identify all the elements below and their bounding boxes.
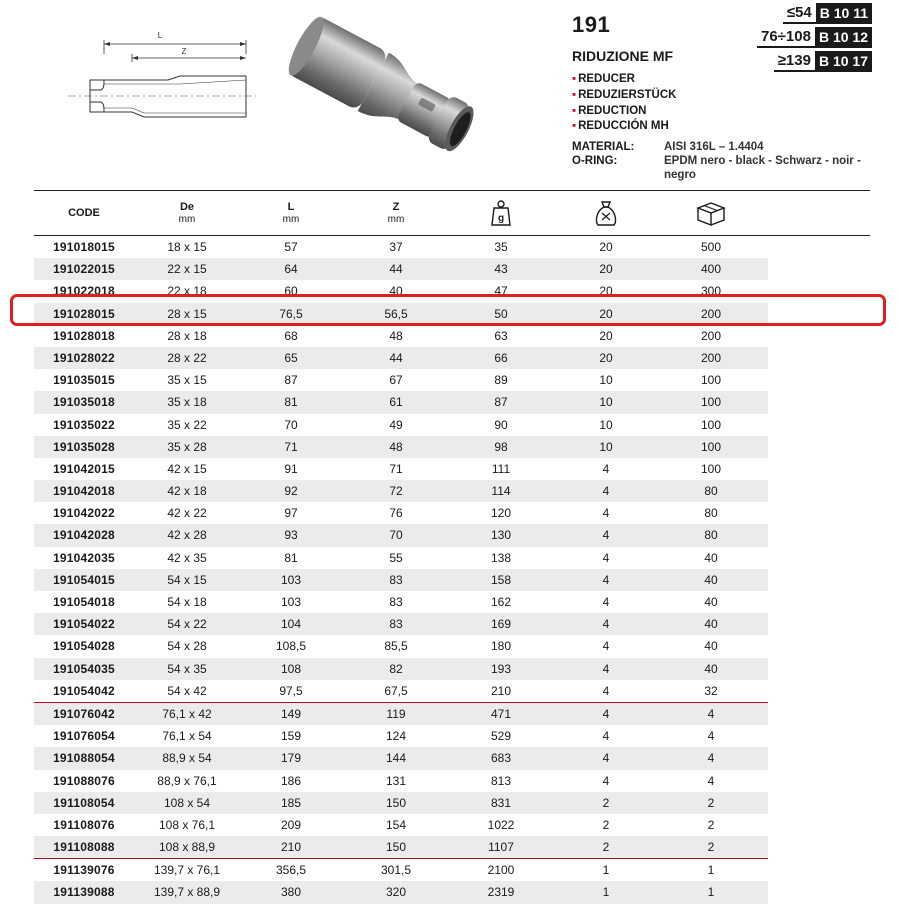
cell-z: 150 <box>385 795 407 810</box>
cell-bag: 1 <box>602 863 610 878</box>
cell-box: 100 <box>700 373 722 388</box>
table-row <box>34 591 768 613</box>
cell-bag: 4 <box>602 550 610 565</box>
cell-l: 103 <box>280 595 302 609</box>
cell-box: 400 <box>700 262 722 277</box>
cell-z: 55 <box>389 550 403 565</box>
product-subtitle: RIDUZIONE MF <box>572 48 674 64</box>
cell-box: 40 <box>704 550 718 565</box>
cell-code: 191035022 <box>53 417 115 432</box>
name-item: ▪ REDUCCIÓN MH <box>572 120 669 133</box>
cell-de: 54 x 22 <box>167 617 207 632</box>
col-header-box <box>696 191 726 235</box>
cell-weight: 169 <box>490 617 512 632</box>
cell-bag: 4 <box>602 484 610 499</box>
drawing-label-l: L <box>157 31 163 40</box>
table-row <box>34 569 768 591</box>
cell-z: 48 <box>389 328 403 343</box>
technical-drawing <box>60 14 260 134</box>
cell-code: 191035018 <box>53 395 115 410</box>
cell-code: 191042022 <box>53 506 115 521</box>
cell-weight: 1022 <box>487 817 515 832</box>
size-code-row <box>757 2 872 24</box>
cell-l: 93 <box>284 528 298 543</box>
cell-z: 124 <box>385 729 407 744</box>
cell-weight: 130 <box>490 528 512 543</box>
cell-l: 104 <box>280 617 302 632</box>
cell-z: 83 <box>389 595 403 609</box>
cell-l: 186 <box>280 773 302 788</box>
cell-code: 191076054 <box>53 729 115 744</box>
cell-box: 200 <box>700 306 722 321</box>
cell-code: 191088054 <box>53 751 115 766</box>
cell-weight: 47 <box>494 284 508 299</box>
cell-box: 40 <box>704 617 718 632</box>
cell-l: 210 <box>280 840 302 855</box>
cell-z: 70 <box>389 528 403 543</box>
cell-l: 97 <box>284 506 298 521</box>
cell-z: 119 <box>386 706 406 721</box>
table-row <box>34 836 768 859</box>
table-row <box>34 881 768 903</box>
cell-l: 60 <box>284 284 298 299</box>
table-header <box>34 190 870 236</box>
cell-box: 32 <box>704 683 718 698</box>
cell-de: 22 x 15 <box>167 262 207 277</box>
cell-de: 35 x 22 <box>167 417 207 432</box>
cell-l: 57 <box>284 240 298 254</box>
cell-code: 191042015 <box>53 461 115 476</box>
drawing-label-z: Z <box>181 47 187 56</box>
table-row <box>34 613 768 635</box>
cell-weight: 2319 <box>487 885 515 900</box>
cell-z: 61 <box>389 395 403 410</box>
cell-l: 185 <box>280 795 302 810</box>
table-row <box>34 502 768 524</box>
cell-l: 68 <box>284 328 298 343</box>
name-item: ▪ REDUCER <box>572 73 635 85</box>
cell-bag: 1 <box>602 885 610 900</box>
cell-z: 40 <box>389 284 403 299</box>
cell-code: 191035028 <box>53 439 115 454</box>
cell-de: 54 x 35 <box>167 661 207 676</box>
cell-bag: 4 <box>602 661 610 676</box>
cell-bag: 4 <box>602 595 610 609</box>
cell-code: 191028022 <box>53 350 115 365</box>
cell-l: 92 <box>284 484 298 499</box>
cell-l: 149 <box>280 706 302 721</box>
cell-de: 88,9 x 76,1 <box>157 773 217 788</box>
col-header-l: L mm <box>282 201 300 225</box>
cell-l: 159 <box>280 729 302 744</box>
table-row <box>34 347 768 369</box>
cell-z: 44 <box>389 350 403 365</box>
cell-code: 191035015 <box>53 373 115 388</box>
cell-code: 191022015 <box>53 262 115 277</box>
cell-bag: 4 <box>602 506 610 521</box>
cell-bag: 10 <box>599 439 613 454</box>
cell-bag: 4 <box>602 683 610 698</box>
cell-box: 100 <box>700 439 722 454</box>
cell-weight: 63 <box>494 328 508 343</box>
cell-weight: 683 <box>490 751 512 766</box>
cell-l: 91 <box>284 461 298 476</box>
product-photo <box>282 16 482 166</box>
cell-de: 139,7 x 88,9 <box>153 885 221 900</box>
cell-z: 85,5 <box>384 639 408 654</box>
cell-weight: 158 <box>490 572 512 587</box>
table-row <box>34 547 768 569</box>
cell-code: 191028018 <box>53 328 115 343</box>
col-header-de: De mm <box>178 201 196 225</box>
cell-de: 54 x 42 <box>167 683 207 698</box>
cell-de: 108 x 76,1 <box>158 817 216 832</box>
cell-weight: 193 <box>490 661 512 676</box>
table-row <box>34 680 768 703</box>
size-code-row <box>757 50 872 72</box>
cell-bag: 4 <box>602 773 610 788</box>
cell-bag: 10 <box>599 417 613 432</box>
cell-l: 76,5 <box>279 306 303 321</box>
cell-box: 4 <box>707 729 715 744</box>
cell-code: 191054042 <box>53 683 115 698</box>
cell-l: 97,5 <box>279 683 303 698</box>
cell-de: 42 x 35 <box>167 550 207 565</box>
cell-bag: 4 <box>602 461 610 476</box>
cell-l: 356,5 <box>275 863 307 878</box>
cell-de: 54 x 18 <box>167 595 207 609</box>
cell-bag: 20 <box>599 284 613 299</box>
size-range: ≤54 <box>783 3 816 24</box>
cell-box: 40 <box>704 595 718 609</box>
cell-code: 191054022 <box>53 617 115 632</box>
cell-box: 1 <box>707 885 715 900</box>
cell-box: 80 <box>704 506 718 521</box>
cell-box: 80 <box>704 528 718 543</box>
size-code: B 10 11 <box>816 3 872 24</box>
cell-z: 48 <box>389 439 403 454</box>
cell-bag: 4 <box>602 751 610 766</box>
cell-box: 200 <box>700 328 722 343</box>
table-row <box>34 458 768 480</box>
row-highlight-outline <box>10 294 886 326</box>
cell-box: 40 <box>704 572 718 587</box>
cell-box: 2 <box>707 840 715 855</box>
cell-box: 100 <box>700 395 722 410</box>
cell-code: 191076042 <box>53 706 115 721</box>
cell-box: 500 <box>700 240 722 254</box>
cell-l: 71 <box>284 439 298 454</box>
cell-weight: 89 <box>494 373 508 388</box>
cell-weight: 50 <box>494 306 508 321</box>
cell-l: 70 <box>284 417 298 432</box>
cell-box: 200 <box>700 350 722 365</box>
cell-z: 37 <box>389 240 403 254</box>
cell-box: 40 <box>704 639 718 654</box>
cell-l: 65 <box>284 350 298 365</box>
cell-bag: 4 <box>602 639 610 654</box>
cell-de: 108 x 88,9 <box>158 840 216 855</box>
cell-bag: 20 <box>599 262 613 277</box>
cell-weight: 43 <box>494 262 508 277</box>
size-code-row <box>757 26 872 48</box>
material-value: AISI 316L – 1.4404 <box>664 141 764 153</box>
cell-de: 35 x 18 <box>167 395 207 410</box>
cell-de: 108 x 54 <box>163 795 211 810</box>
product-code: 191 <box>572 12 611 37</box>
cell-de: 42 x 22 <box>167 506 207 521</box>
size-range: 76÷108 <box>757 27 815 48</box>
cell-box: 80 <box>704 484 718 499</box>
material-label: MATERIAL: <box>572 141 635 153</box>
cell-code: 191022018 <box>53 284 115 299</box>
cell-box: 4 <box>707 706 715 721</box>
cell-weight: 66 <box>494 350 508 365</box>
table-row <box>34 814 768 836</box>
col-header-z: Z mm <box>387 201 405 225</box>
cell-code: 191054018 <box>53 595 115 609</box>
cell-bag: 4 <box>602 617 610 632</box>
table-row <box>34 436 768 458</box>
cell-bag: 20 <box>599 328 613 343</box>
cell-z: 320 <box>385 885 407 900</box>
cell-weight: 180 <box>490 639 512 654</box>
table-row <box>34 414 768 436</box>
table-row <box>34 770 768 792</box>
table-row <box>34 524 768 546</box>
cell-box: 4 <box>707 773 715 788</box>
box-icon <box>696 200 726 226</box>
cell-z: 131 <box>385 773 407 788</box>
cell-weight: 138 <box>490 550 512 565</box>
cell-box: 100 <box>700 417 722 432</box>
cell-z: 154 <box>385 817 407 832</box>
cell-weight: 98 <box>494 439 508 454</box>
cell-de: 76,1 x 54 <box>162 729 212 744</box>
cell-z: 83 <box>389 572 403 587</box>
cell-de: 54 x 28 <box>167 639 207 654</box>
cell-box: 40 <box>704 661 718 676</box>
cell-bag: 20 <box>599 240 613 254</box>
cell-l: 81 <box>284 550 298 565</box>
cell-de: 22 x 18 <box>167 284 207 299</box>
cell-weight: 90 <box>494 417 508 432</box>
cell-weight: 35 <box>494 240 508 254</box>
oring-label: O-RING: <box>572 155 618 167</box>
table-row <box>34 747 768 769</box>
cell-weight: 111 <box>491 461 511 476</box>
product-names <box>572 72 676 135</box>
cell-de: 42 x 15 <box>167 461 207 476</box>
cell-bag: 4 <box>602 528 610 543</box>
cell-code: 191139088 <box>53 885 115 900</box>
cell-z: 67 <box>389 373 403 388</box>
cell-l: 380 <box>280 885 302 900</box>
cell-box: 300 <box>700 284 722 299</box>
table-row <box>34 258 768 280</box>
cell-de: 35 x 28 <box>167 439 207 454</box>
cell-de: 28 x 22 <box>167 350 207 365</box>
cell-de: 139,7 x 76,1 <box>153 863 221 878</box>
cell-l: 108,5 <box>275 639 307 654</box>
table-row <box>34 658 768 680</box>
cell-l: 87 <box>284 373 298 388</box>
cell-code: 191108088 <box>53 840 115 855</box>
cell-de: 18 x 15 <box>167 240 207 254</box>
cell-z: 44 <box>389 262 403 277</box>
cell-code: 191018015 <box>53 240 115 254</box>
cell-code: 191028015 <box>53 306 115 321</box>
cell-box: 2 <box>707 817 715 832</box>
cell-bag: 2 <box>602 840 610 855</box>
cell-weight: 1107 <box>488 840 514 855</box>
cell-z: 56,5 <box>384 306 408 321</box>
table-row <box>34 325 768 347</box>
cell-de: 35 x 15 <box>167 373 207 388</box>
cell-box: 2 <box>707 795 715 810</box>
cell-z: 76 <box>389 506 403 521</box>
cell-bag: 20 <box>599 306 613 321</box>
cell-box: 1 <box>707 863 715 878</box>
cell-z: 83 <box>389 617 403 632</box>
cell-weight: 87 <box>494 395 508 410</box>
cell-de: 54 x 15 <box>167 572 207 587</box>
col-header-weight <box>491 191 511 235</box>
cell-bag: 10 <box>599 373 613 388</box>
cell-weight: 2100 <box>487 863 515 878</box>
cell-weight: 813 <box>490 773 512 788</box>
name-item: ▪ REDUZIERSTÜCK <box>572 88 677 101</box>
size-range: ≥139 <box>774 51 815 72</box>
cell-code: 191042028 <box>53 528 115 543</box>
cell-weight: 210 <box>490 683 512 698</box>
table-row <box>34 369 768 391</box>
table-row <box>34 859 768 881</box>
cell-l: 108 <box>280 661 302 676</box>
cell-code: 191042018 <box>53 484 115 499</box>
cell-box: 4 <box>707 751 715 766</box>
cell-code: 191088076 <box>53 773 115 788</box>
weight-icon <box>491 200 511 226</box>
cell-de: 28 x 15 <box>167 306 207 321</box>
cell-weight: 114 <box>491 484 511 499</box>
table-row <box>34 792 768 814</box>
name-item: ▪ REDUCTION <box>572 104 647 117</box>
table-row <box>34 236 768 258</box>
cell-l: 64 <box>284 262 298 277</box>
cell-z: 150 <box>385 840 407 855</box>
cell-z: 301,5 <box>380 863 412 878</box>
cell-z: 72 <box>389 484 403 499</box>
cell-de: 42 x 18 <box>167 484 207 499</box>
cell-z: 144 <box>385 751 407 766</box>
cell-code: 191108076 <box>53 817 115 832</box>
table-row <box>34 635 768 657</box>
cell-code: 191054015 <box>53 572 115 587</box>
table-row <box>34 480 768 502</box>
cell-bag: 20 <box>599 350 613 365</box>
cell-bag: 10 <box>599 395 613 410</box>
table-row <box>34 703 768 725</box>
oring-value: EPDM nero - black - Schwarz - noir - negro <box>664 155 861 181</box>
weight-glyph: g <box>497 213 505 224</box>
cell-weight: 120 <box>490 506 512 521</box>
cell-code: 191054028 <box>53 639 115 654</box>
cell-z: 82 <box>389 661 403 676</box>
cell-bag: 4 <box>602 706 610 721</box>
table-row <box>34 725 768 747</box>
cell-bag: 4 <box>602 572 610 587</box>
cell-weight: 831 <box>490 795 512 810</box>
cell-l: 81 <box>284 395 298 410</box>
cell-de: 28 x 18 <box>167 328 207 343</box>
size-code-block <box>757 2 872 74</box>
cell-code: 191139076 <box>53 863 115 878</box>
cell-de: 76,1 x 42 <box>162 706 212 721</box>
cell-de: 42 x 28 <box>167 528 207 543</box>
cell-code: 191108054 <box>53 795 115 810</box>
cell-de: 88,9 x 54 <box>162 751 212 766</box>
cell-bag: 2 <box>602 795 610 810</box>
size-code: B 10 12 <box>815 27 872 48</box>
table-row <box>34 391 768 413</box>
cell-z: 49 <box>389 417 403 432</box>
cell-l: 209 <box>280 817 302 832</box>
cell-weight: 529 <box>490 729 512 744</box>
cell-l: 103 <box>280 572 302 587</box>
cell-code: 191042035 <box>53 550 115 565</box>
bag-icon <box>594 200 618 226</box>
cell-z: 71 <box>389 461 403 476</box>
cell-code: 191054035 <box>53 661 115 676</box>
table-body <box>34 236 870 904</box>
size-code: B 10 17 <box>815 51 872 72</box>
cell-l: 179 <box>280 751 302 766</box>
cell-weight: 162 <box>490 595 512 609</box>
cell-box: 100 <box>700 461 722 476</box>
cell-weight: 471 <box>490 706 512 721</box>
col-header-code: CODE <box>68 207 100 219</box>
cell-bag: 4 <box>602 729 610 744</box>
cell-z: 67,5 <box>384 683 408 698</box>
cell-bag: 2 <box>602 817 610 832</box>
col-header-bag <box>594 191 618 235</box>
